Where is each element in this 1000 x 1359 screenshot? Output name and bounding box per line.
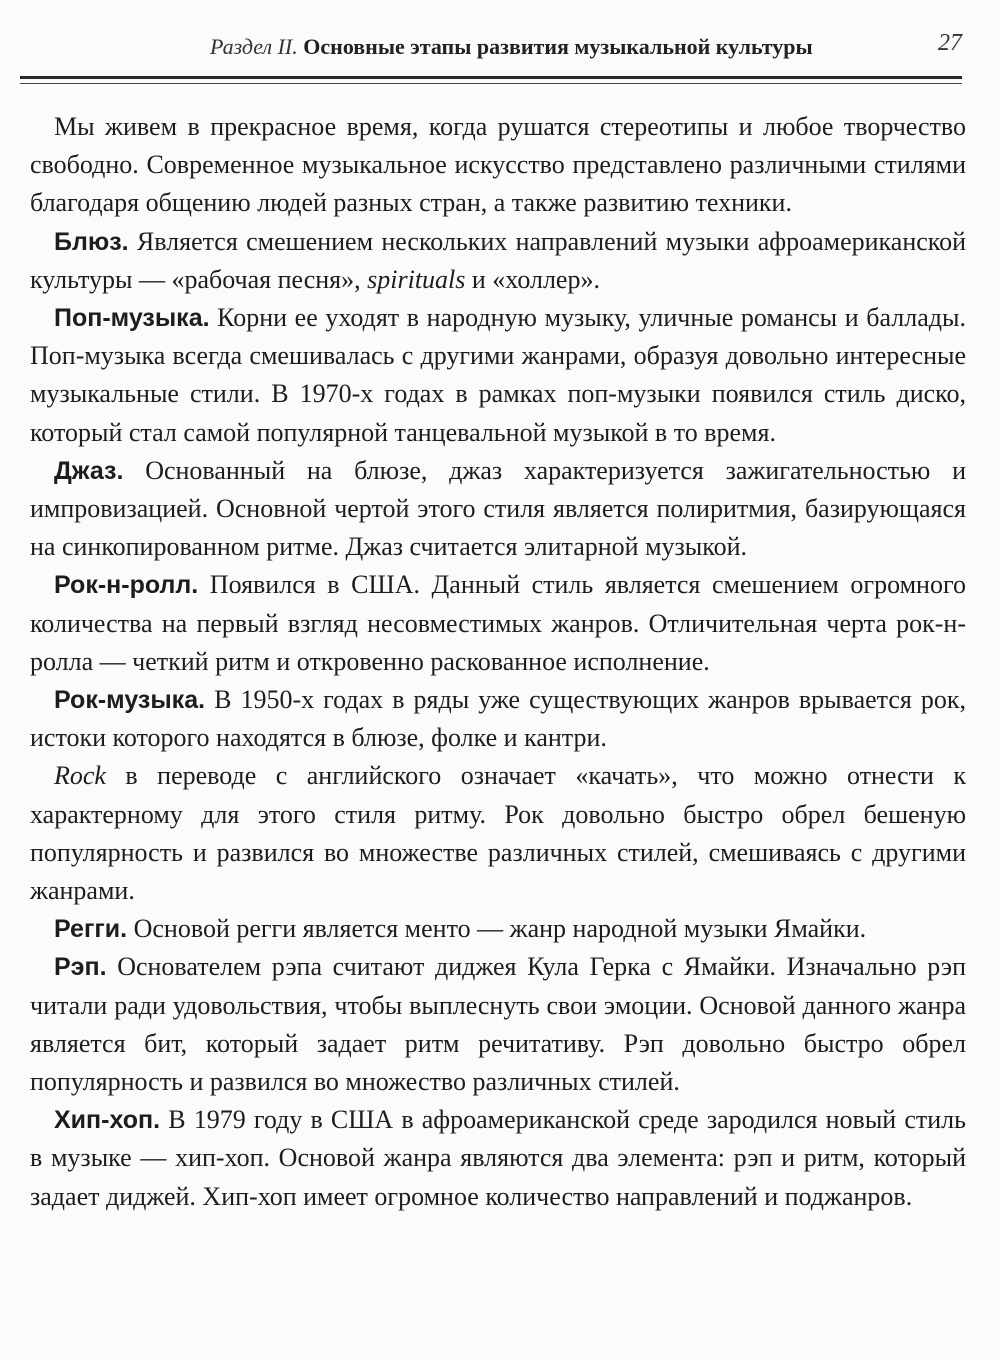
term-reggae: Регги.: [54, 915, 128, 944]
page-number: 27: [938, 30, 962, 56]
paragraph-rock-meaning-text: в переводе с английского означает «качать», что можно отнести к характерному для этого стиля ритму. Рок довольно быстро обрел бешеную популярность и развился во множестве различных стилей, смешиваясь с другими жанрами.: [30, 761, 966, 906]
term-rap: Рэп.: [54, 953, 107, 982]
paragraph-jazz-text: Основанный на блюзе, джаз характеризуется зажигательностью и импровизацией. Основной чертой этого стиля является полиритмия, базирующаяся на синкопированном ритме. Джаз считается элитарной музыкой.: [30, 455, 966, 562]
header-chapter-title: Основные этапы развития музыкальной культуры: [303, 34, 813, 59]
paragraph-reggae-text: Основой регги является менто — жанр народной музыки Ямайки.: [127, 914, 867, 944]
paragraph-blues: [30, 223, 966, 299]
term-rock: Рок-музыка.: [54, 686, 206, 715]
paragraph-hiphop-text: В 1979 году в США в афроамериканской среде зародился новый стиль в музыке — хип-хоп. Основой жанра являются два элемента: рэп и ритм, который задает диджей. Хип-хоп имеет огромное количество направлений и поджанров.: [30, 1105, 966, 1211]
paragraph-rock-meaning-italic: Rock: [54, 761, 106, 791]
header-section-label: Раздел II.: [210, 34, 298, 59]
term-pop: Поп-музыка.: [54, 304, 210, 333]
paragraph-blues-text-1: Является смешением нескольких направлений музыки афроамериканской культуры — «рабочая песня»,: [30, 226, 966, 294]
paragraph-rap-text: Основателем рэпа считают диджея Кула Герка с Ямайки. Изначально рэп читали ради удовольствия, чтобы выплеснуть свои эмоции. Основой данного жанра является бит, который задает ритм речитативу. Рэп довольно быстро обрел популярность и развился во множество различных стилей.: [30, 952, 966, 1097]
term-jazz: Джаз.: [54, 456, 124, 485]
paragraph-reggae: [30, 910, 966, 948]
paragraph-pop-text: Корни ее уходят в народную музыку, уличные романсы и баллады. Поп-музыка всегда смешивалась с другими жанрами, образуя довольно интересные музыкальные стили. В 1970-х годах в рамках поп-музыки появился стиль диско, который стал самой популярной танцевальной музыкой в то время.: [30, 303, 966, 447]
paragraph-rap: [30, 948, 966, 1101]
header-title: [210, 34, 813, 60]
paragraph-blues-text-2: и «холлер».: [465, 264, 600, 294]
paragraph-rock-text: В 1950-х годах в ряды уже существующих жанров врывается рок, истоки которого находятся в блюзе, фолке и кантри.: [30, 685, 966, 753]
body-text: [30, 108, 966, 1216]
term-blues: Блюз.: [54, 227, 129, 256]
paragraph-intro: Мы живем в прекрасное время, когда рушатся стереотипы и любое творчество свободно. Современное музыкальное искусство представлено различными стилями благодаря общению людей разных стран, а также развитию техники.: [30, 112, 966, 218]
term-rocknroll: Рок-н-ролл.: [54, 571, 199, 600]
paragraph-pop: [30, 299, 966, 452]
paragraph-rock: [30, 681, 966, 757]
paragraph-hiphop: [30, 1101, 966, 1216]
paragraph-rocknroll-text: Появился в США. Данный стиль является смешением огромного количества на первый взгляд несовместимых жанров. Отличительная черта рок-н-ролла — четкий ритм и откровенно раскованное исполнение.: [30, 570, 966, 676]
term-hiphop: Хип-хоп.: [54, 1106, 161, 1135]
paragraph-blues-italic: spirituals: [367, 264, 466, 294]
header-rule-thin: [20, 83, 962, 84]
paragraph-rock-meaning: [30, 757, 966, 910]
paragraph-rocknroll: [30, 566, 966, 681]
paragraph-jazz: [30, 452, 966, 567]
running-header: [20, 26, 962, 86]
header-rule-thick: [20, 76, 962, 79]
